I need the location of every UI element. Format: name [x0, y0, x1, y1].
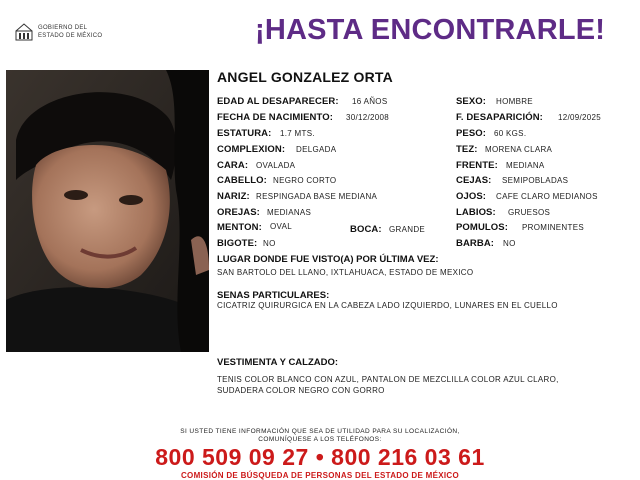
nose-label: NARIZ: — [217, 191, 250, 202]
skin-tone-label: TEZ: — [456, 144, 478, 155]
phone-numbers: 800 509 09 27 • 800 216 03 61 — [155, 444, 485, 470]
eyebrows-value: SEMIPOBLADAS — [502, 176, 569, 185]
commission-name: COMISIÓN DE BÚSQUEDA DE PERSONAS DEL ESTADO DE MÉXICO — [180, 471, 459, 480]
mouth-label: BOCA: — [350, 224, 382, 235]
mustache-label: BIGOTE: — [217, 238, 258, 249]
skin-tone-value: MORENA CLARA — [485, 145, 553, 154]
weight-value: 60 KGS. — [494, 129, 527, 138]
ears-value: MEDIANAS — [267, 208, 312, 217]
disappearance-date-label: F. DESAPARICIÓN: — [456, 112, 543, 123]
hair-value: NEGRO CORTO — [273, 176, 337, 185]
person-photo — [6, 70, 209, 352]
age-value: 16 AÑOS — [352, 97, 388, 106]
chin-label: MENTON: — [217, 222, 262, 233]
beard-label: BARBA: — [456, 238, 495, 249]
distinguishing-marks-label: SENAS PARTICULARES: — [217, 290, 330, 301]
clothing-line-2: SUDADERA COLOR NEGRO CON GORRO — [217, 386, 385, 395]
build-value: DELGADA — [296, 145, 337, 154]
height-value: 1.7 MTS. — [280, 129, 315, 138]
person-name: ANGEL GONZALEZ ORTA — [217, 69, 393, 85]
clothing-line-1: TENIS COLOR BLANCO CON AZUL, PANTALON DE MEZCLILLA COLOR AZUL CLARO, — [217, 375, 559, 384]
face-label: CARA: — [217, 160, 249, 171]
ears-label: OREJAS: — [217, 207, 260, 218]
lips-label: LABIOS: — [456, 207, 496, 218]
headline: ¡HASTA ENCONTRARLE! — [255, 14, 606, 46]
disappearance-date-value: 12/09/2025 — [558, 113, 602, 122]
government-logo — [14, 22, 114, 44]
clothing-label: VESTIMENTA Y CALZADO: — [217, 357, 339, 368]
eyes-value: CAFE CLARO MEDIANOS — [496, 192, 598, 201]
forehead-label: FRENTE: — [456, 160, 498, 171]
build-label: COMPLEXION: — [217, 144, 286, 155]
weight-label: PESO: — [456, 128, 487, 139]
eyes-label: OJOS: — [456, 191, 487, 202]
height-label: ESTATURA: — [217, 128, 272, 139]
contact-info-line-1: SI USTED TIENE INFORMACIÓN QUE SEA DE UTILIDAD PARA SU LOCALIZACIÓN, — [180, 428, 460, 435]
nose-value: RESPINGADA BASE MEDIANA — [256, 192, 378, 201]
state-emblem-icon — [14, 22, 34, 42]
logo-text-line1: GOBIERNO DEL — [38, 25, 88, 31]
contact-info-line-2: COMUNÍQUESE A LOS TELÉFONOS: — [258, 436, 382, 443]
hair-label: CABELLO: — [217, 175, 267, 186]
sex-label: SEXO: — [456, 96, 487, 107]
mouth-value: GRANDE — [389, 225, 426, 234]
birthdate-value: 30/12/2008 — [346, 113, 390, 122]
chin-value: OVAL — [270, 222, 292, 231]
face-value: OVALADA — [256, 161, 296, 170]
last-seen-label: LUGAR DONDE FUE VISTO(A) POR ÚLTIMA VEZ: — [217, 254, 439, 265]
distinguishing-marks-value: CICATRIZ QUIRURGICA EN LA CABEZA LADO IZQUIERDO, LUNARES EN EL CUELLO — [217, 301, 558, 310]
mustache-value: NO — [263, 239, 276, 248]
beard-value: NO — [503, 239, 516, 248]
logo-text-line2: ESTADO DE MÉXICO — [38, 33, 103, 39]
sex-value: HOMBRE — [496, 97, 533, 106]
portrait-illustration — [6, 70, 209, 352]
last-seen-value: SAN BARTOLO DEL LLANO, IXTLAHUACA, ESTADO DE MEXICO — [217, 268, 474, 277]
cheekbones-value: PROMINENTES — [522, 223, 584, 232]
eyebrows-label: CEJAS: — [456, 175, 492, 186]
cheekbones-label: POMULOS: — [456, 222, 508, 233]
birthdate-label: FECHA DE NACIMIENTO: — [217, 112, 333, 123]
forehead-value: MEDIANA — [506, 161, 545, 170]
age-label: EDAD AL DESAPARECER: — [217, 96, 339, 107]
lips-value: GRUESOS — [508, 208, 551, 217]
